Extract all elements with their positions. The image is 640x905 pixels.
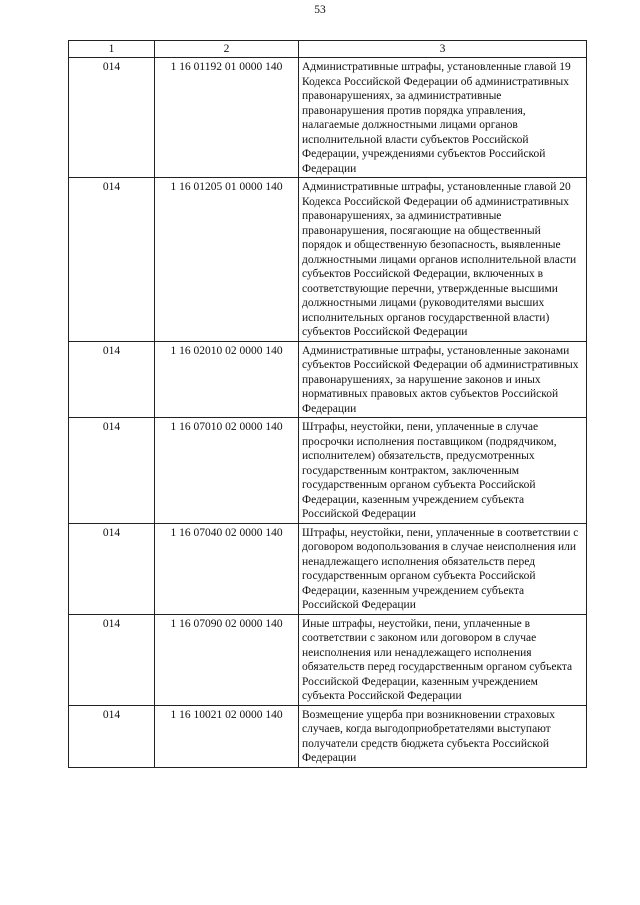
- admin-code-cell: 014: [69, 418, 155, 524]
- description-cell: Штрафы, неустойки, пени, уплаченные в случае просрочки исполнения поставщиком (подрядчиком, исполнителем) обязательств, предусмотренных государственным контрактом, заключенным государственным органом субъекта Российской Федерации, казенным учреждением субъекта Российской Федерации: [299, 418, 587, 524]
- admin-code-cell: 014: [69, 523, 155, 614]
- table-row: [69, 178, 587, 342]
- admin-code-cell: 014: [69, 705, 155, 767]
- admin-code-cell: 014: [69, 58, 155, 178]
- table-row: [69, 58, 587, 178]
- description-cell: Возмещение ущерба при возникновении страховых случаев, когда выгодоприобретателями выступают получатели средств бюджета субъекта Российской Федерации: [299, 705, 587, 767]
- description-cell: Иные штрафы, неустойки, пени, уплаченные в соответствии с законом или договором в случае неисполнения или ненадлежащего исполнения обязательств перед государственным органом субъекта Российской Федерации, казенным учреждением субъекта Российской Федерации: [299, 614, 587, 705]
- admin-code-cell: 014: [69, 341, 155, 418]
- table-row: [69, 705, 587, 767]
- description-cell: Штрафы, неустойки, пени, уплаченные в соответствии с договором водопользования в случае неисполнения или ненадлежащего исполнения обязательств перед государственным органом субъекта Российской Федерации, казенным учреждением субъекта Российской Федерации: [299, 523, 587, 614]
- admin-code-cell: 014: [69, 614, 155, 705]
- description-cell: Административные штрафы, установленные законами субъектов Российской Федерации об административных правонарушениях, за нарушение законов и иных нормативных правовых актов субъектов Российской Федерации: [299, 341, 587, 418]
- page-number: 53: [314, 4, 326, 16]
- table-row: [69, 418, 587, 524]
- revenue-code-cell: 1 16 07010 02 0000 140: [155, 418, 299, 524]
- description-cell: Административные штрафы, установленные главой 20 Кодекса Российской Федерации об административных правонарушениях, за административные правонарушения, посягающие на общественный порядок и общественную безопасность, выявленные должностными лицами органов исполнительной власти субъектов Российской Федерации, включенных в соответствующие перечни, утвержденные высшими должностными лицами (руководителями высших исполнительных органов государственной власти) субъектов Российской Федерации: [299, 178, 587, 342]
- column-header-3: 3: [299, 41, 587, 58]
- revenue-code-cell: 1 16 01192 01 0000 140: [155, 58, 299, 178]
- revenue-code-cell: 1 16 02010 02 0000 140: [155, 341, 299, 418]
- table-row: [69, 523, 587, 614]
- column-header-1: 1: [69, 41, 155, 58]
- column-header-2: 2: [155, 41, 299, 58]
- revenue-code-cell: 1 16 07040 02 0000 140: [155, 523, 299, 614]
- header-row: [69, 41, 587, 58]
- table-row: [69, 614, 587, 705]
- revenue-code-cell: 1 16 07090 02 0000 140: [155, 614, 299, 705]
- admin-code-cell: 014: [69, 178, 155, 342]
- table-row: [69, 341, 587, 418]
- description-cell: Административные штрафы, установленные главой 19 Кодекса Российской Федерации об административных правонарушениях, за административные правонарушения против порядка управления, налагаемые должностными лицами органов исполнительной власти субъектов Российской Федерации, учреждениями субъектов Российской Федерации: [299, 58, 587, 178]
- budget-code-table: [68, 40, 587, 768]
- revenue-code-cell: 1 16 01205 01 0000 140: [155, 178, 299, 342]
- revenue-code-cell: 1 16 10021 02 0000 140: [155, 705, 299, 767]
